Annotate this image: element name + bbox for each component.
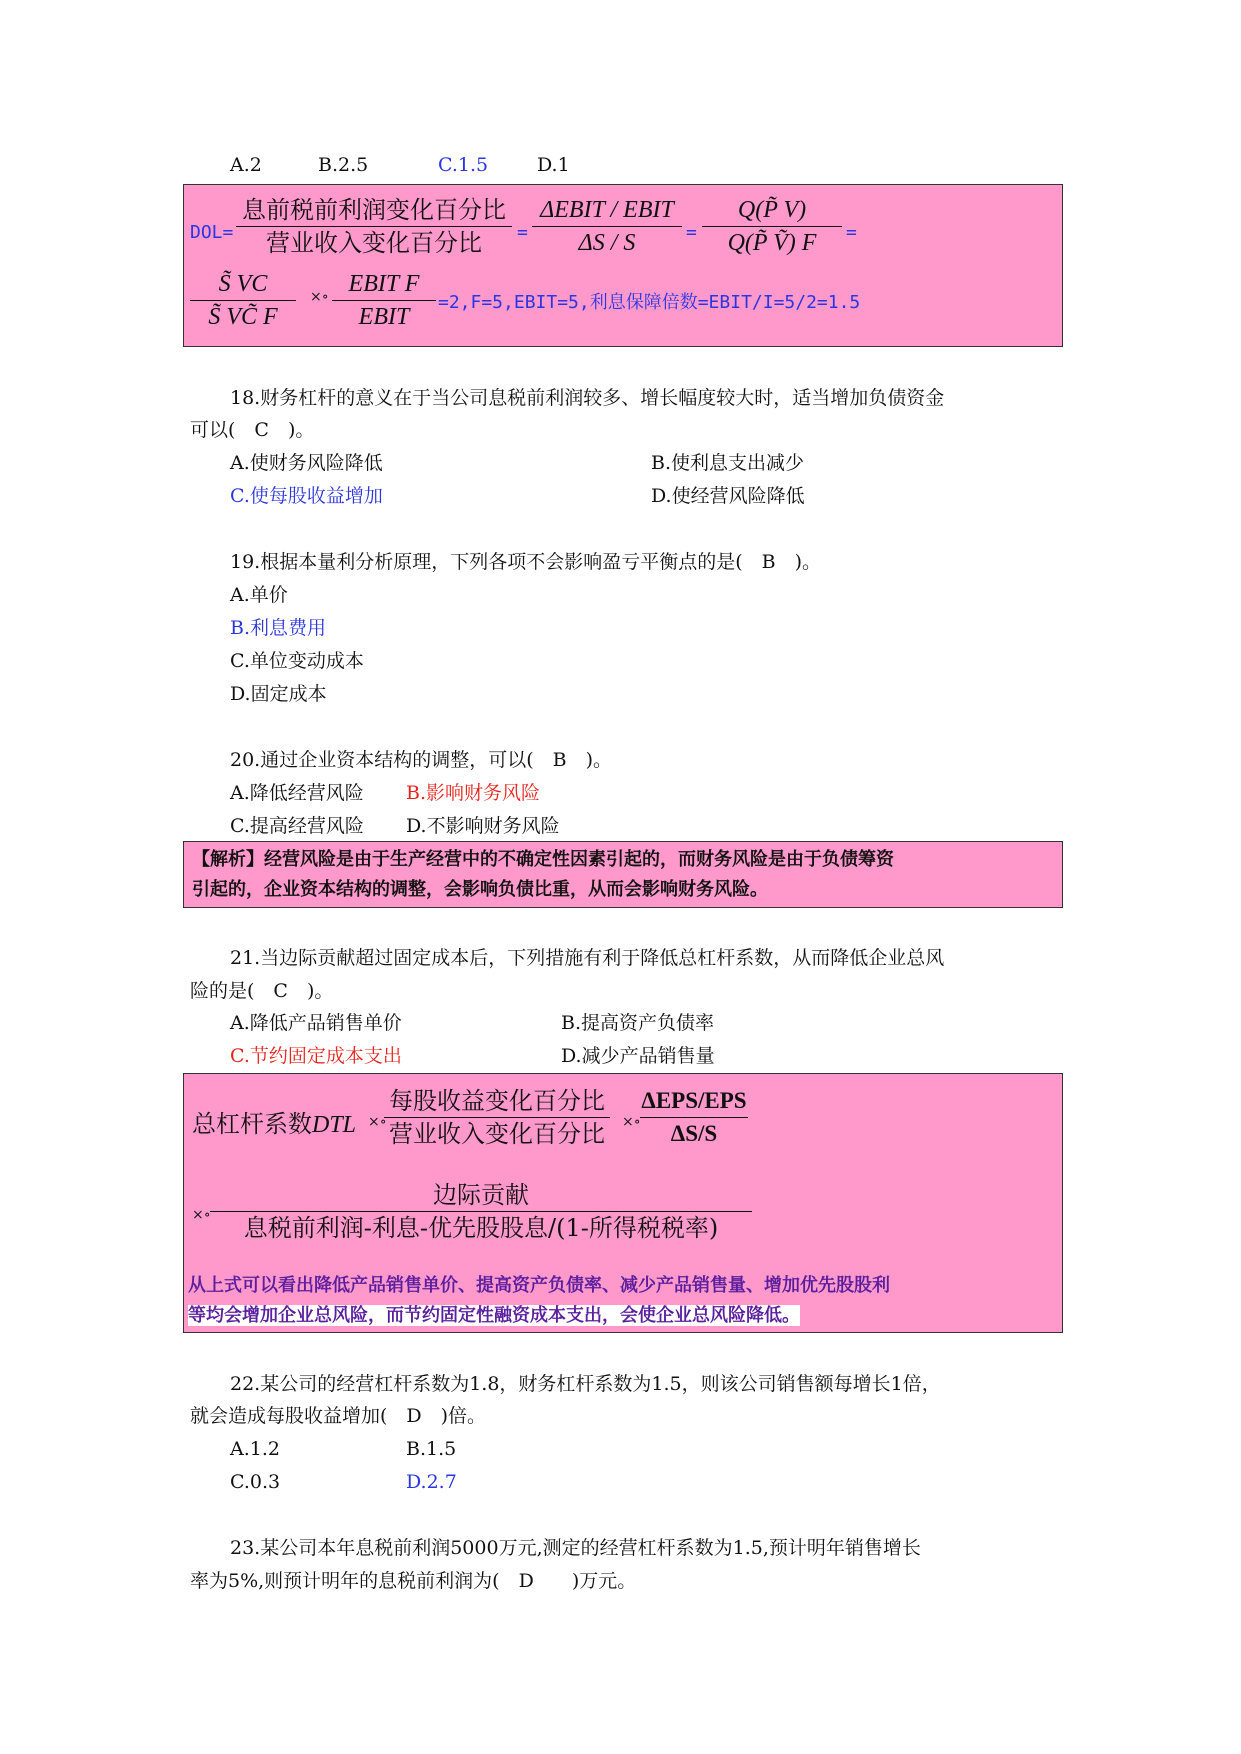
q20-stem: 20.通过企业资本结构的调整，可以( B )。: [230, 749, 613, 771]
q17-option-a: A.2: [230, 154, 262, 176]
dol-equals-3: =: [846, 222, 857, 243]
q20-option-d: D.不影响财务风险: [406, 815, 560, 837]
q18-stem-line1: 18.财务杠杆的意义在于当公司息税前利润较多、增长幅度较大时，适当增加负债资金: [230, 387, 945, 409]
dtl-fraction-1-denominator: 营业收入变化百分比: [389, 1120, 605, 1148]
dtl-label: 总杠杆系数DTL: [192, 1110, 357, 1138]
q17-option-b: B.2.5: [318, 154, 369, 176]
q18-option-d: D.使经营风险降低: [651, 485, 805, 507]
dol-fraction-1-denominator: 营业收入变化百分比: [266, 229, 482, 257]
dtl-fraction-3-denominator: 息税前利润-利息-优先股股息/(1-所得税税率): [243, 1214, 719, 1242]
dol-fraction-2: [532, 195, 682, 258]
q21-stem-line1: 21.当边际贡献超过固定成本后，下列措施有利于降低总杠杆系数，从而降低企业总风: [230, 947, 945, 969]
q20-option-b: B.影响财务风险: [406, 782, 541, 804]
dtl-fraction-1-numerator: 每股收益变化百分比: [389, 1087, 605, 1115]
dtl-note-line2: 等均会增加企业总风险，而节约固定性融资成本支出，会使企业总风险降低。: [188, 1305, 800, 1326]
q22-stem-line1: 22.某公司的经营杠杆系数为1.8，财务杠杆系数为1.5，则该公司销售额每增长1倍，: [230, 1373, 941, 1395]
dtl-fraction-3-numerator: 边际贡献: [433, 1181, 529, 1209]
q19-option-d: D.固定成本: [230, 683, 327, 705]
q21-option-c: C.节约固定成本支出: [230, 1045, 402, 1067]
dol-fraction-3: [702, 195, 842, 258]
q18-stem-line2: 可以( C )。: [190, 419, 315, 441]
dol-fraction-3-numerator: Q(P̃ V): [737, 197, 807, 223]
q17-option-c: C.1.5: [438, 154, 489, 176]
dol-symbol-mark: ×∘: [310, 289, 329, 305]
q19-option-c: C.单位变动成本: [230, 650, 364, 672]
dol-formula-box: [183, 184, 1063, 347]
dtl-symbol-mark-3: ×∘: [192, 1207, 211, 1223]
dol-result: =2,F=5,EBIT=5,利息保障倍数=EBIT/I=5/2=1.5: [438, 292, 861, 313]
dtl-fraction-2-numerator: ΔEPS/EPS: [641, 1088, 747, 1113]
dol-equals-2: =: [686, 222, 697, 243]
q20-analysis-line1: 【解析】经营风险是由于生产经营中的不确定性因素引起的，而财务风险是由于负债筹资: [192, 849, 894, 870]
q20-option-c: C.提高经营风险: [230, 815, 364, 837]
q20-option-a: A.降低经营风险: [230, 782, 364, 804]
q22-option-d: D.2.7: [406, 1471, 457, 1493]
q19-option-a: A.单价: [230, 584, 288, 606]
q22-stem-line2: 就会造成每股收益增加( D )倍。: [190, 1405, 487, 1427]
dol-fraction-5-numerator: EBIT F: [348, 271, 420, 297]
dol-equals-1: =: [517, 222, 528, 243]
dol-fraction-5-denominator: EBIT: [358, 304, 410, 330]
q23-stem-line1: 23.某公司本年息税前利润5000万元,测定的经营杠杆系数为1.5,预计明年销售增长: [230, 1537, 921, 1559]
q18-option-c: C.使每股收益增加: [230, 485, 383, 507]
dol-label: DOL=: [190, 222, 234, 243]
dtl-fraction-3: [210, 1180, 752, 1243]
q22-option-c: C.0.3: [230, 1471, 281, 1493]
dol-fraction-2-denominator: ΔS / S: [578, 230, 636, 256]
dol-fraction-2-numerator: ΔEBIT / EBIT: [540, 197, 674, 223]
dtl-fraction-2-denominator: ΔS/S: [670, 1121, 718, 1146]
q23-stem-line2: 率为5%,则预计明年的息税前利润为( D )万元。: [190, 1570, 637, 1592]
q21-option-b: B.提高资产负债率: [561, 1012, 715, 1034]
dtl-fraction-2: [640, 1086, 748, 1149]
q20-analysis-box: [183, 841, 1063, 908]
q22-option-a: A.1.2: [230, 1438, 280, 1460]
dtl-note-line1: 从上式可以看出降低产品销售单价、提高资产负债率、减少产品销售量、增加优先股股利: [188, 1275, 890, 1296]
q21-option-a: A.降低产品销售单价: [230, 1012, 402, 1034]
q21-stem-line2: 险的是( C )。: [190, 980, 334, 1002]
q18-option-b: B.使利息支出减少: [651, 452, 805, 474]
dtl-symbol-mark-2: ×∘: [622, 1114, 641, 1130]
q17-option-d: D.1: [537, 154, 570, 176]
dol-fraction-1-numerator: 息前税前利润变化百分比: [242, 196, 506, 224]
dol-fraction-5: [332, 269, 436, 332]
q18-option-a: A.使财务风险降低: [230, 452, 383, 474]
dtl-symbol: DTL: [312, 1112, 357, 1138]
q19-option-b: B.利息费用: [230, 617, 327, 639]
q19-stem: 19.根据本量利分析原理，下列各项不会影响盈亏平衡点的是( B )。: [230, 551, 822, 573]
dtl-fraction-1: [384, 1086, 610, 1149]
dol-fraction-4-numerator: S̃ VC: [218, 271, 268, 297]
dol-fraction-1: [236, 195, 512, 258]
dtl-formula-box: [183, 1073, 1063, 1333]
dtl-symbol-mark-1: ×∘: [368, 1114, 387, 1130]
dol-fraction-4-denominator: S̃ VC̃ F: [208, 304, 278, 330]
q21-option-d: D.减少产品销售量: [561, 1045, 715, 1067]
q22-option-b: B.1.5: [406, 1438, 457, 1460]
dol-fraction-4: [190, 269, 296, 332]
dol-fraction-3-denominator: Q(P̃ Ṽ) F: [727, 230, 817, 256]
q20-analysis-line2: 引起的，企业资本结构的调整，会影响负债比重，从而会影响财务风险。: [192, 879, 768, 900]
